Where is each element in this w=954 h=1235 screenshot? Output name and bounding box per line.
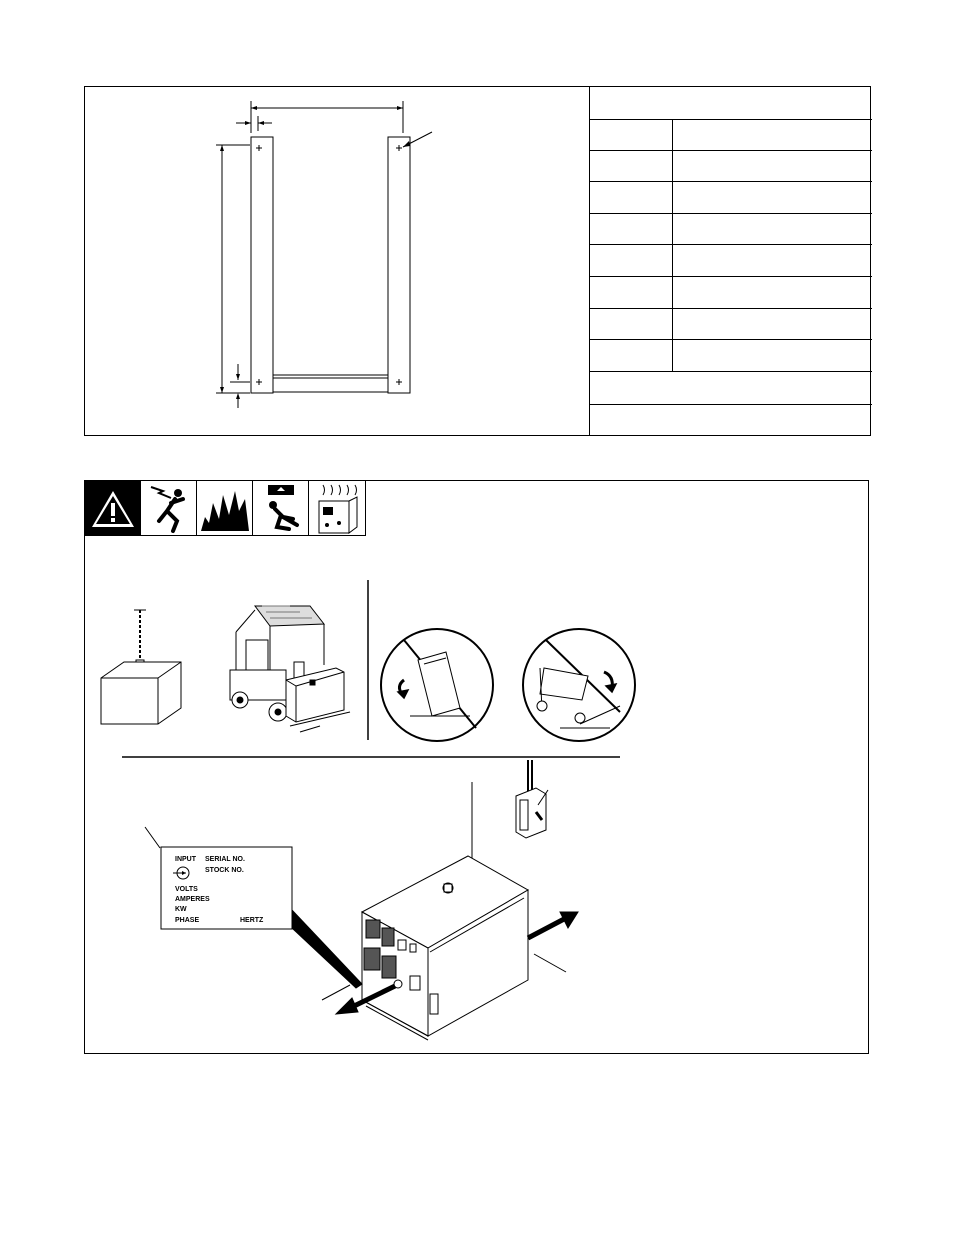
plate-hertz-label: HERTZ xyxy=(240,917,264,924)
plate-volts-label: VOLTS xyxy=(175,886,198,893)
plate-phase-label: PHASE xyxy=(175,917,200,924)
plate-input-label: INPUT xyxy=(175,856,196,863)
plate-kw-label: KW xyxy=(175,906,187,913)
plate-amperes-label: AMPERES xyxy=(175,896,210,903)
plate-serial-label: SERIAL NO. xyxy=(205,856,245,863)
plate-stock-label: STOCK NO. xyxy=(205,867,244,874)
